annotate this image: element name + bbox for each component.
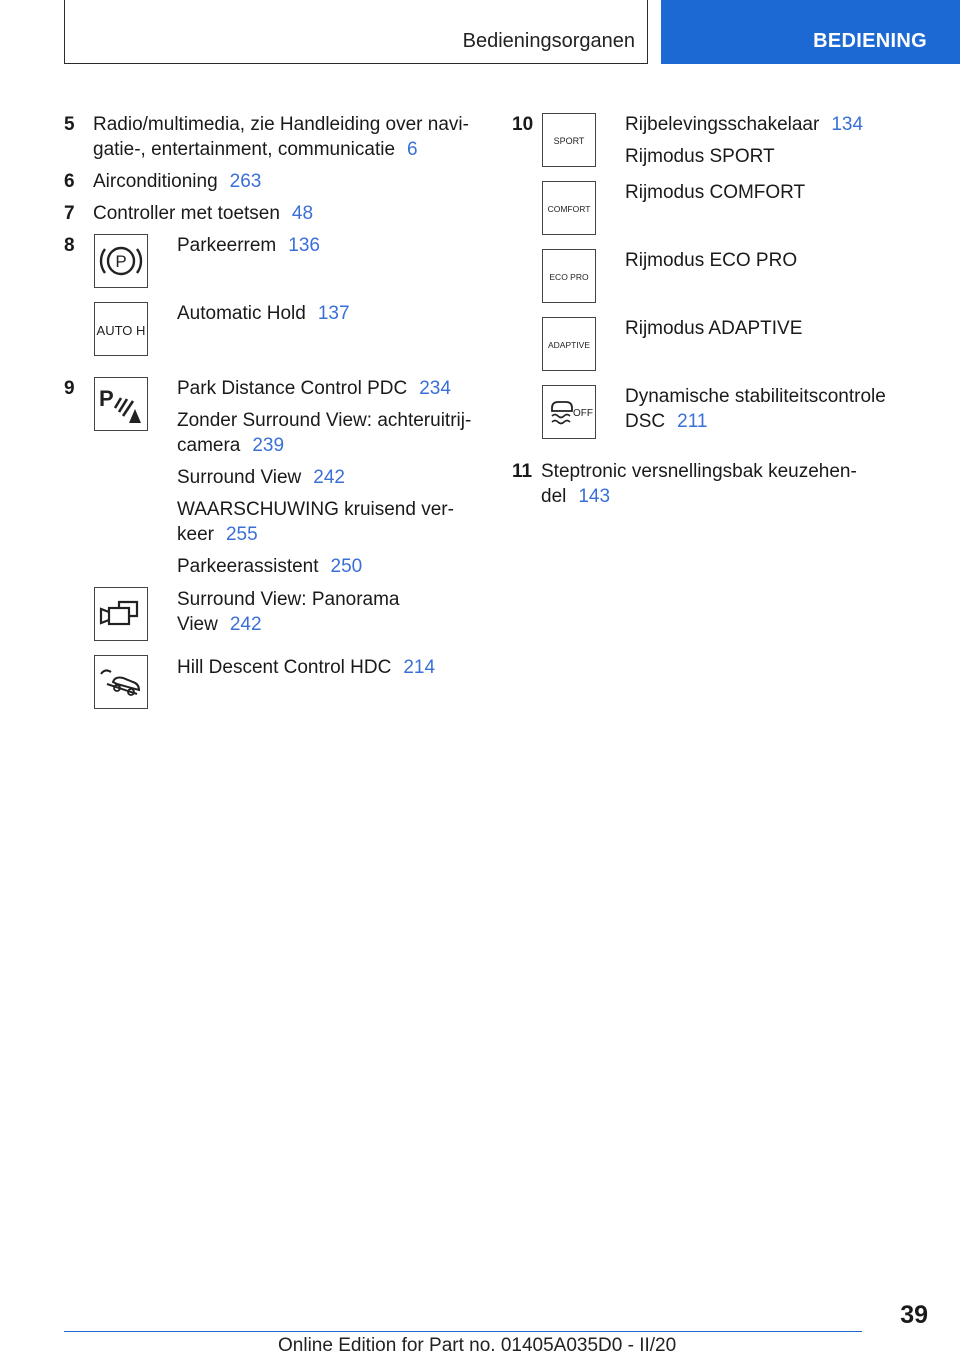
svg-text:OFF: OFF: [573, 408, 593, 419]
driving-switch-label: Rijbelevingsschakelaar 134: [625, 114, 864, 135]
page-ref-link[interactable]: 239: [252, 435, 285, 456]
mode-comfort-label: Rijmodus COMFORT: [625, 182, 806, 203]
item-7-text: Controller met toetsen 48: [93, 203, 314, 224]
dsc-line1: Dynamische stabiliteitscontrole: [625, 386, 886, 407]
mode-adaptive-label: Rijmodus ADAPTIVE: [625, 318, 803, 339]
page-ref-link[interactable]: 137: [317, 303, 350, 324]
hdc-label: Hill Descent Control HDC 214: [177, 657, 436, 678]
auto-hold-icon: [94, 302, 148, 356]
mode-sport-label: Rijmodus SPORT: [625, 146, 775, 167]
auto-hold-label: Automatic Hold 137: [177, 303, 350, 324]
item-number-8: 8: [64, 235, 75, 256]
sport-button-icon: [542, 113, 596, 167]
page-ref-link[interactable]: 214: [403, 657, 436, 678]
page-ref-link[interactable]: 255: [225, 524, 258, 545]
pdc-icon: [94, 377, 148, 431]
item-5-text-line1: Radio/multimedia, zie Handleiding over navi-: [93, 114, 469, 135]
page-ref-link[interactable]: 242: [229, 614, 262, 635]
edition-footer: Online Edition for Part no. 01405A035D0 - II/20: [278, 1335, 677, 1356]
svg-text:ECO PRO: ECO PRO: [549, 272, 589, 282]
item-number-6: 6: [64, 171, 75, 192]
item-number-11: 11: [512, 461, 533, 482]
page-number: 39: [900, 1301, 928, 1329]
panorama-line1: Surround View: Panorama: [177, 589, 400, 610]
cross-traffic-line2: keer 255: [177, 524, 258, 545]
cross-traffic-line1: WAARSCHUWING kruisend ver-: [177, 499, 454, 520]
comfort-button-icon: [542, 181, 596, 235]
surround-view-label: Surround View 242: [177, 467, 345, 488]
item-11-text-line2: del 143: [541, 486, 611, 507]
page-ref-link[interactable]: 250: [330, 556, 363, 577]
hill-descent-icon: [94, 655, 148, 709]
rear-camera-line2: camera 239: [177, 435, 285, 456]
panorama-camera-icon: [94, 587, 148, 641]
page-ref-link[interactable]: 136: [288, 235, 320, 256]
item-number-10: 10: [512, 114, 534, 135]
page-ref-link[interactable]: 263: [229, 171, 262, 192]
svg-text:COMFORT: COMFORT: [547, 204, 591, 214]
item-number-7: 7: [64, 203, 75, 224]
svg-text:P: P: [99, 386, 114, 411]
page-ref-link[interactable]: 242: [313, 467, 345, 488]
page-ref-link[interactable]: 48: [291, 203, 314, 224]
item-6-text: Airconditioning 263: [93, 171, 262, 192]
item-11-text-line1: Steptronic versnellingsbak keuzehen-: [541, 461, 857, 482]
header-chapter-tab: [661, 0, 960, 64]
mode-eco-pro-label: Rijmodus ECO PRO: [625, 250, 798, 271]
svg-text:AUTO H: AUTO H: [96, 323, 146, 338]
parking-brake-icon: [94, 234, 148, 288]
page-ref-link[interactable]: 211: [677, 411, 708, 432]
parking-brake-label: Parkeerrem 136: [177, 235, 320, 256]
header-section-title: Bedieningsorganen: [462, 30, 635, 52]
item-number-9: 9: [64, 378, 75, 399]
dsc-line2: DSC 211: [625, 411, 708, 432]
page-ref-link[interactable]: 234: [419, 378, 451, 399]
adaptive-button-icon: [542, 317, 596, 371]
park-assist-label: Parkeerassistent 250: [177, 556, 363, 577]
svg-text:P: P: [115, 252, 127, 271]
panorama-line2: View 242: [177, 614, 262, 635]
item-5-text-line2: gatie-, entertainment, communicatie 6: [93, 139, 418, 160]
header-section-tab: [64, 0, 648, 64]
page-ref-link[interactable]: 6: [407, 139, 418, 160]
eco-pro-button-icon: [542, 249, 596, 303]
header-chapter-title: BEDIENING: [813, 30, 927, 52]
rear-camera-line1: Zonder Surround View: achteruitrij-: [177, 410, 472, 431]
footer-divider: [64, 1331, 862, 1332]
page-ref-link[interactable]: 143: [578, 486, 611, 507]
svg-text:ADAPTIVE: ADAPTIVE: [547, 340, 591, 350]
dsc-off-icon: [542, 385, 596, 439]
page-ref-link[interactable]: 134: [831, 114, 864, 135]
svg-text:SPORT: SPORT: [553, 136, 585, 146]
pdc-label: Park Distance Control PDC 234: [177, 378, 451, 399]
item-number-5: 5: [64, 114, 75, 135]
